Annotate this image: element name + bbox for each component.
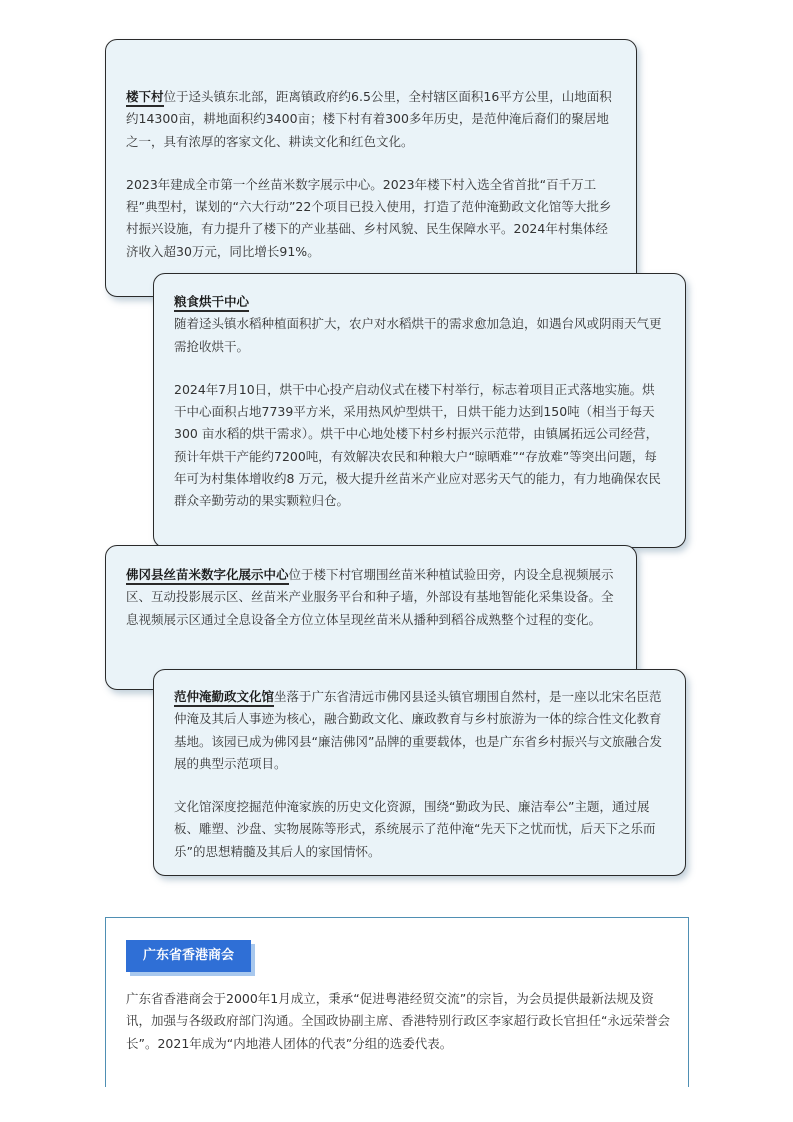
museum-title: 范仲淹勤政文化馆 — [174, 689, 274, 707]
card-grain-drying-center — [153, 273, 686, 548]
museum-text: 坐落于广东省清远市佛冈县迳头镇官堋围自然村，是一座以北宋名臣范仲淹及其后人事迹为核心，融合勤政文化、廉政教育与乡村旅游为一体的综合性文化教育基地。该园已成为佛冈县“廉洁佛冈”品牌的重要载体，也是广东省乡村振兴与文旅融合发展的典型示范项目。 — [174, 689, 662, 771]
section-badge: 广东省香港商会 — [126, 940, 251, 972]
louxia-paragraph-2: 2023年建成全市第一个丝苗米数字展示中心。2023年楼下村入选全省首批“百千万工程”典型村，谋划的“六大行动”22个项目已投入使用，打造了范仲淹勤政文化馆等大批乡村振兴设施，有力提升了楼下的产业基础、乡村风貌、民生保障水平。2024年村集体经济收入超30万元，同比增长91%。 — [126, 176, 612, 259]
louxia-intro-text: 位于迳头镇东北部，距离镇政府约6.5公里，全村辖区面积16平方公里，山地面积约14300亩，耕地面积约3400亩；楼下村有着300多年历史，是范仲淹后裔们的聚居地之一，具有浓厚的客家文化、耕读文化和红色文化。 — [126, 89, 612, 149]
card-fan-zhongyan-museum — [153, 669, 686, 876]
drying-paragraph-2: 2024年7月10日，烘干中心投产启动仪式在楼下村举行，标志着项目正式落地实施。烘干中心面积占地7739平方米，采用热风炉型烘干，日烘干能力达到150吨（相当于每天300 亩水稻的烘干需求）。烘干中心地处楼下村乡村振兴示范带，由镇属拓远公司经营，预计年烘干产能约7200吨，有效解决农民和种粮大户“晾晒难”“存放难”等突出问题，每年可为村集体增收约8 万元，极大提升丝苗米产业应对恶劣天气的能力，有力地确保农民群众辛勤劳动的果实颗粒归仓。 — [174, 381, 661, 509]
louxia-title: 楼下村 — [126, 89, 164, 107]
digital-text: 位于楼下村官堋围丝苗米种植试验田旁，内设全息视频展示区、互动投影展示区、丝苗米产业服务平台和种子墙，外部设有基地智能化采集设备。全息视频展示区通过全息设备全方位立体呈现丝苗米从播种到稻谷成熟整个过程的变化。 — [126, 567, 614, 627]
louxia-intro — [126, 86, 616, 153]
museum-paragraph-2: 文化馆深度挖掘范仲淹家族的历史文化资源，围绕“勤政为民、廉洁奉公”主题，通过展板、雕塑、沙盘、实物展陈等形式，系统展示了范仲淹“先天下之忧而忧，后天下之乐而乐”的思想精髓及其后人的家国情怀。 — [174, 799, 656, 859]
section-text: 广东省香港商会于2000年1月成立，秉承“促进粤港经贸交流”的宗旨，为会员提供最新法规及资讯，加强与各级政府部门沟通。全国政协副主席、香港特别行政区李家超行政长官担任“永远荣誉会长”。2021年成为“内地港人团体的代表”分组的选委代表。 — [126, 991, 670, 1051]
digital-title: 佛冈县丝苗米数字化展示中心 — [126, 567, 289, 585]
hk-chamber-section — [105, 917, 689, 1087]
drying-title: 粮食烘干中心 — [174, 294, 249, 312]
museum-paragraph-1 — [174, 686, 665, 775]
digital-paragraph — [126, 564, 616, 631]
drying-paragraph-1: 随着迳头镇水稻种植面积扩大，农户对水稻烘干的需求愈加急迫，如遇台风或阴雨天气更需抢收烘干。 — [174, 316, 662, 354]
card-louxia-village — [105, 39, 637, 297]
